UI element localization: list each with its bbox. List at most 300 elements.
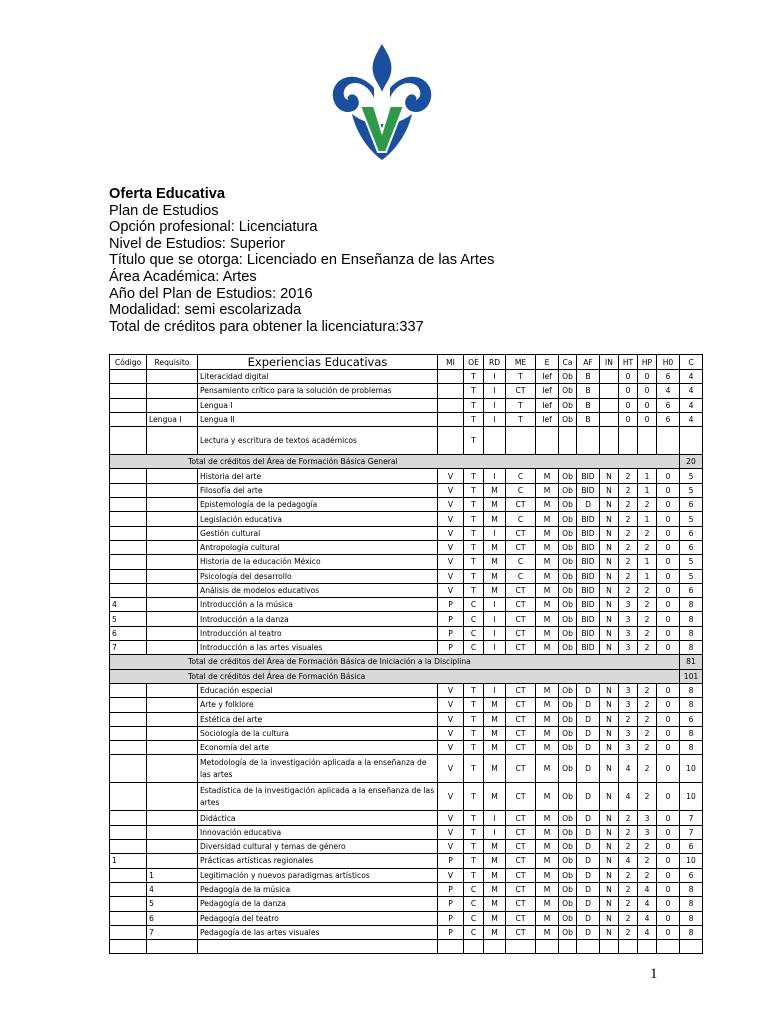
table-cell: T — [464, 868, 484, 882]
table-cell: CT — [506, 925, 536, 939]
table-cell: Ob — [559, 512, 577, 526]
table-cell: Ob — [559, 825, 577, 839]
table-cell: BID — [577, 540, 600, 554]
table-cell: D — [577, 840, 600, 854]
table-row — [110, 741, 703, 755]
table-cell: N — [600, 612, 619, 626]
table-cell: Ob — [559, 569, 577, 583]
table-cell — [110, 483, 147, 497]
table-cell: M — [536, 598, 559, 612]
course-name-cell: Lectura y escritura de textos académicos — [198, 427, 438, 455]
table-cell: BID — [577, 583, 600, 597]
table-cell — [110, 925, 147, 939]
table-cell: D — [577, 897, 600, 911]
table-cell: 0 — [657, 469, 680, 483]
table-cell — [147, 512, 198, 526]
table-cell: BID — [577, 569, 600, 583]
table-cell: Ob — [559, 811, 577, 825]
table-cell: I — [484, 526, 506, 540]
table-cell: 8 — [680, 598, 703, 612]
header-line: Título que se otorga: Licenciado en Enseñanza de las Artes — [109, 252, 495, 269]
table-cell — [147, 370, 198, 384]
table-cell: N — [600, 854, 619, 868]
table-cell: N — [600, 641, 619, 655]
table-cell — [147, 555, 198, 569]
table-cell: V — [438, 526, 464, 540]
table-cell — [147, 469, 198, 483]
table-cell: Ob — [559, 726, 577, 740]
table-cell: 2 — [638, 583, 657, 597]
course-name-cell: Análisis de modelos educativos — [198, 583, 438, 597]
table-cell: 0 — [657, 683, 680, 697]
subtotal-row — [110, 455, 703, 469]
table-cell: 0 — [619, 384, 638, 398]
table-cell: CT — [506, 755, 536, 783]
subtotal-label: Total de créditos del Área de Formación Básica General — [110, 455, 680, 469]
table-cell: 8 — [680, 683, 703, 697]
table-cell: 1 — [110, 854, 147, 868]
table-cell — [147, 626, 198, 640]
table-cell: 0 — [638, 384, 657, 398]
table-cell: CT — [506, 882, 536, 896]
table-cell: 0 — [657, 641, 680, 655]
table-cell: M — [484, 854, 506, 868]
table-cell: 4 — [619, 854, 638, 868]
table-cell: C — [506, 569, 536, 583]
table-cell: C — [464, 911, 484, 925]
column-header: Código — [110, 355, 147, 370]
study-plan-table — [109, 354, 703, 954]
table-cell: Ob — [559, 741, 577, 755]
table-cell: 10 — [680, 755, 703, 783]
table-cell — [484, 940, 506, 954]
page-number: 1 — [650, 966, 658, 982]
table-cell — [110, 825, 147, 839]
table-cell: V — [438, 569, 464, 583]
table-cell: 1 — [638, 569, 657, 583]
table-cell: 5 — [680, 569, 703, 583]
table-cell: 2 — [638, 641, 657, 655]
table-cell: 2 — [619, 712, 638, 726]
table-cell — [147, 940, 198, 954]
table-row — [110, 598, 703, 612]
table-cell — [147, 427, 198, 455]
table-body — [110, 370, 703, 954]
course-name-cell: Introducción a las artes visuales — [198, 641, 438, 655]
table-cell: 4 — [147, 882, 198, 896]
table-cell — [147, 569, 198, 583]
table-cell: 2 — [638, 726, 657, 740]
table-cell — [110, 526, 147, 540]
table-cell: 0 — [619, 398, 638, 412]
header-line: Modalidad: semi escolarizada — [109, 302, 302, 319]
table-cell — [619, 940, 638, 954]
subtotal-label: Total de créditos del Área de Formación Básica de Iniciación a la Disciplina — [110, 655, 680, 669]
table-cell: I — [484, 811, 506, 825]
table-cell: M — [536, 911, 559, 925]
subtotal-value: 101 — [680, 669, 703, 683]
table-row — [110, 925, 703, 939]
table-cell: N — [600, 840, 619, 854]
course-name-cell: Pedagogía de la danza — [198, 897, 438, 911]
column-header: H0 — [657, 355, 680, 370]
table-cell: N — [600, 868, 619, 882]
table-cell: 4 — [619, 783, 638, 811]
table-cell: B — [577, 412, 600, 426]
table-cell: T — [464, 384, 484, 398]
table-cell: Ob — [559, 612, 577, 626]
table-cell: N — [600, 825, 619, 839]
table-cell: 3 — [619, 598, 638, 612]
table-cell: N — [600, 683, 619, 697]
table-cell — [147, 755, 198, 783]
table-cell — [110, 840, 147, 854]
table-cell: 0 — [657, 540, 680, 554]
table-cell: 0 — [657, 783, 680, 811]
table-cell: 2 — [638, 840, 657, 854]
column-header: HT — [619, 355, 638, 370]
table-cell: M — [484, 498, 506, 512]
table-cell: Ob — [559, 498, 577, 512]
table-cell: N — [600, 698, 619, 712]
table-row — [110, 641, 703, 655]
table-cell — [680, 427, 703, 455]
table-row — [110, 683, 703, 697]
course-name-cell: Lengua I — [198, 398, 438, 412]
table-cell: I — [484, 398, 506, 412]
table-cell: T — [464, 512, 484, 526]
table-cell: 2 — [619, 825, 638, 839]
column-header: Experiencias Educativas — [198, 355, 438, 370]
table-cell: D — [577, 698, 600, 712]
table-cell: I — [484, 626, 506, 640]
table-cell: M — [536, 498, 559, 512]
table-cell — [110, 683, 147, 697]
table-row — [110, 540, 703, 554]
table-cell: Ob — [559, 555, 577, 569]
table-cell: Ob — [559, 526, 577, 540]
table-cell: 5 — [110, 612, 147, 626]
table-cell: Ob — [559, 598, 577, 612]
table-cell: CT — [506, 583, 536, 597]
table-cell — [110, 698, 147, 712]
table-cell: Ob — [559, 783, 577, 811]
table-cell: CT — [506, 726, 536, 740]
table-cell: M — [536, 698, 559, 712]
table-cell: 8 — [680, 911, 703, 925]
table-cell: 2 — [638, 498, 657, 512]
table-cell: T — [464, 583, 484, 597]
table-row — [110, 882, 703, 896]
table-cell — [147, 612, 198, 626]
table-cell: 6 — [657, 370, 680, 384]
table-cell — [110, 868, 147, 882]
table-cell — [559, 427, 577, 455]
table-cell: N — [600, 498, 619, 512]
table-cell: M — [536, 825, 559, 839]
course-name-cell: Arte y folklore — [198, 698, 438, 712]
table-cell: N — [600, 598, 619, 612]
table-cell: 3 — [619, 741, 638, 755]
table-cell — [110, 882, 147, 896]
table-cell: CT — [506, 911, 536, 925]
table-cell: 0 — [657, 868, 680, 882]
table-cell: 2 — [638, 854, 657, 868]
table-cell: I — [484, 469, 506, 483]
table-cell: C — [506, 512, 536, 526]
table-cell: 2 — [619, 569, 638, 583]
table-cell: T — [464, 825, 484, 839]
course-name-cell: Metodología de la investigación aplicada a la enseñanza de las artes — [198, 755, 438, 783]
table-cell: 3 — [619, 683, 638, 697]
table-cell: CT — [506, 612, 536, 626]
table-cell: V — [438, 726, 464, 740]
table-cell: Ob — [559, 583, 577, 597]
table-cell: 4 — [680, 398, 703, 412]
table-cell: M — [484, 698, 506, 712]
table-cell: BID — [577, 555, 600, 569]
table-cell: C — [464, 641, 484, 655]
table-cell: CT — [506, 641, 536, 655]
table-cell — [147, 825, 198, 839]
table-cell: M — [484, 712, 506, 726]
table-cell — [438, 412, 464, 426]
table-cell: T — [464, 483, 484, 497]
table-cell: Ob — [559, 370, 577, 384]
course-name-cell: Sociología de la cultura — [198, 726, 438, 740]
table-cell: N — [600, 555, 619, 569]
column-header: AF — [577, 355, 600, 370]
table-cell: 8 — [680, 882, 703, 896]
table-cell: M — [536, 626, 559, 640]
table-cell: Ob — [559, 755, 577, 783]
table-cell: M — [484, 911, 506, 925]
table-cell: BID — [577, 598, 600, 612]
document-header — [109, 186, 709, 335]
table-cell: B — [577, 398, 600, 412]
table-cell: M — [536, 612, 559, 626]
table-cell: BID — [577, 626, 600, 640]
course-name-cell: Lengua II — [198, 412, 438, 426]
table-cell: 3 — [619, 726, 638, 740]
table-cell — [147, 840, 198, 854]
table-cell: T — [464, 370, 484, 384]
table-cell: I — [484, 384, 506, 398]
table-cell: 2 — [619, 583, 638, 597]
subtotal-row — [110, 669, 703, 683]
table-cell: 8 — [680, 641, 703, 655]
table-cell: 4 — [680, 412, 703, 426]
table-cell: N — [600, 882, 619, 896]
table-cell: D — [577, 683, 600, 697]
table-cell: T — [464, 526, 484, 540]
table-cell: 7 — [680, 811, 703, 825]
table-cell: 0 — [657, 512, 680, 526]
table-cell — [438, 398, 464, 412]
table-cell: T — [506, 398, 536, 412]
table-cell — [110, 469, 147, 483]
table-cell: I — [484, 683, 506, 697]
table-cell: CT — [506, 741, 536, 755]
table-cell: 3 — [619, 626, 638, 640]
table-cell: M — [536, 726, 559, 740]
table-cell: M — [536, 469, 559, 483]
table-cell — [147, 498, 198, 512]
table-cell: V — [438, 840, 464, 854]
table-cell: Ob — [559, 925, 577, 939]
table-row — [110, 555, 703, 569]
course-name-cell: Legitimación y nuevos paradigmas artísticos — [198, 868, 438, 882]
column-header: Ca — [559, 355, 577, 370]
table-cell — [110, 811, 147, 825]
table-cell: N — [600, 526, 619, 540]
table-cell: Ob — [559, 626, 577, 640]
table-cell: M — [536, 811, 559, 825]
table-row — [110, 840, 703, 854]
table-cell: 0 — [657, 569, 680, 583]
table-cell: 0 — [657, 882, 680, 896]
table-cell: 2 — [619, 925, 638, 939]
table-cell: 10 — [680, 854, 703, 868]
table-cell: 3 — [638, 825, 657, 839]
table-row — [110, 526, 703, 540]
table-header-row — [110, 355, 703, 370]
table-cell — [110, 897, 147, 911]
table-row — [110, 897, 703, 911]
table-cell: M — [484, 840, 506, 854]
table-cell: Ief — [536, 370, 559, 384]
table-cell: Ob — [559, 683, 577, 697]
table-cell: T — [464, 569, 484, 583]
table-cell: Ob — [559, 911, 577, 925]
table-cell: T — [464, 427, 484, 455]
table-cell: M — [536, 925, 559, 939]
table-cell: V — [438, 783, 464, 811]
table-cell — [577, 940, 600, 954]
table-cell: D — [577, 783, 600, 811]
table-cell: 2 — [619, 483, 638, 497]
table-cell: N — [600, 712, 619, 726]
table-row — [110, 825, 703, 839]
table-cell: 0 — [657, 483, 680, 497]
table-cell: Ob — [559, 854, 577, 868]
table-cell: 2 — [638, 683, 657, 697]
table-cell: M — [484, 741, 506, 755]
header-line: Opción profesional: Licenciatura — [109, 219, 318, 236]
table-cell: Ob — [559, 868, 577, 882]
table-cell — [638, 427, 657, 455]
table-cell: 1 — [638, 483, 657, 497]
table-cell: M — [536, 526, 559, 540]
table-cell: T — [464, 498, 484, 512]
table-cell: 2 — [619, 811, 638, 825]
table-cell: 6 — [680, 540, 703, 554]
course-name-cell: Didáctica — [198, 811, 438, 825]
table-cell: 0 — [657, 726, 680, 740]
table-cell: 0 — [657, 598, 680, 612]
table-cell: 6 — [680, 868, 703, 882]
table-cell: C — [506, 469, 536, 483]
table-cell: M — [536, 540, 559, 554]
course-name-cell: Pensamiento crítico para la solución de problemas — [198, 384, 438, 398]
table-cell: CT — [506, 825, 536, 839]
header-line: Nivel de Estudios: Superior — [109, 235, 286, 252]
table-cell: 0 — [657, 612, 680, 626]
table-cell: N — [600, 569, 619, 583]
table-cell: 6 — [680, 498, 703, 512]
subtotal-value: 20 — [680, 455, 703, 469]
column-header: MI — [438, 355, 464, 370]
table-cell: 2 — [638, 712, 657, 726]
table-cell — [438, 940, 464, 954]
table-cell: Ief — [536, 398, 559, 412]
table-cell: M — [536, 483, 559, 497]
table-cell: V — [438, 540, 464, 554]
table-cell: M — [484, 897, 506, 911]
table-row — [110, 398, 703, 412]
table-row — [110, 483, 703, 497]
course-name-cell: Diversidad cultural y temas de género — [198, 840, 438, 854]
table-cell: C — [464, 925, 484, 939]
table-row — [110, 412, 703, 426]
table-cell: 2 — [638, 526, 657, 540]
table-cell: M — [484, 483, 506, 497]
table-cell: CT — [506, 783, 536, 811]
table-cell — [484, 427, 506, 455]
table-cell: I — [484, 412, 506, 426]
table-row — [110, 612, 703, 626]
table-cell: BID — [577, 612, 600, 626]
column-header: HP — [638, 355, 657, 370]
table-cell: N — [600, 925, 619, 939]
table-cell: D — [577, 868, 600, 882]
course-name-cell: Historia del arte — [198, 469, 438, 483]
table-cell: 8 — [680, 897, 703, 911]
table-cell: 3 — [619, 612, 638, 626]
table-cell: BID — [577, 526, 600, 540]
table-cell: V — [438, 555, 464, 569]
column-header: Requisito — [147, 355, 198, 370]
table-cell: M — [484, 868, 506, 882]
table-cell: 7 — [147, 925, 198, 939]
table-cell: M — [484, 925, 506, 939]
table-cell: 4 — [110, 598, 147, 612]
table-cell: M — [536, 854, 559, 868]
table-cell: D — [577, 854, 600, 868]
table-cell: 0 — [619, 412, 638, 426]
table-cell: CT — [506, 854, 536, 868]
table-cell: Ob — [559, 540, 577, 554]
table-cell: 6 — [680, 526, 703, 540]
course-name-cell: Filosofía del arte — [198, 483, 438, 497]
table-cell: 2 — [619, 868, 638, 882]
table-cell: CT — [506, 811, 536, 825]
table-cell: I — [484, 825, 506, 839]
table-cell: M — [536, 583, 559, 597]
course-name-cell: Introducción a la música — [198, 598, 438, 612]
table-cell: CT — [506, 540, 536, 554]
table-cell: 2 — [619, 897, 638, 911]
table-cell — [110, 512, 147, 526]
course-name-cell: Pedagogía de la música — [198, 882, 438, 896]
table-cell: D — [577, 882, 600, 896]
table-cell: 0 — [657, 712, 680, 726]
table-row — [110, 854, 703, 868]
table-cell: Ob — [559, 398, 577, 412]
table-cell: D — [577, 825, 600, 839]
table-cell: 2 — [619, 512, 638, 526]
table-cell: C — [506, 483, 536, 497]
